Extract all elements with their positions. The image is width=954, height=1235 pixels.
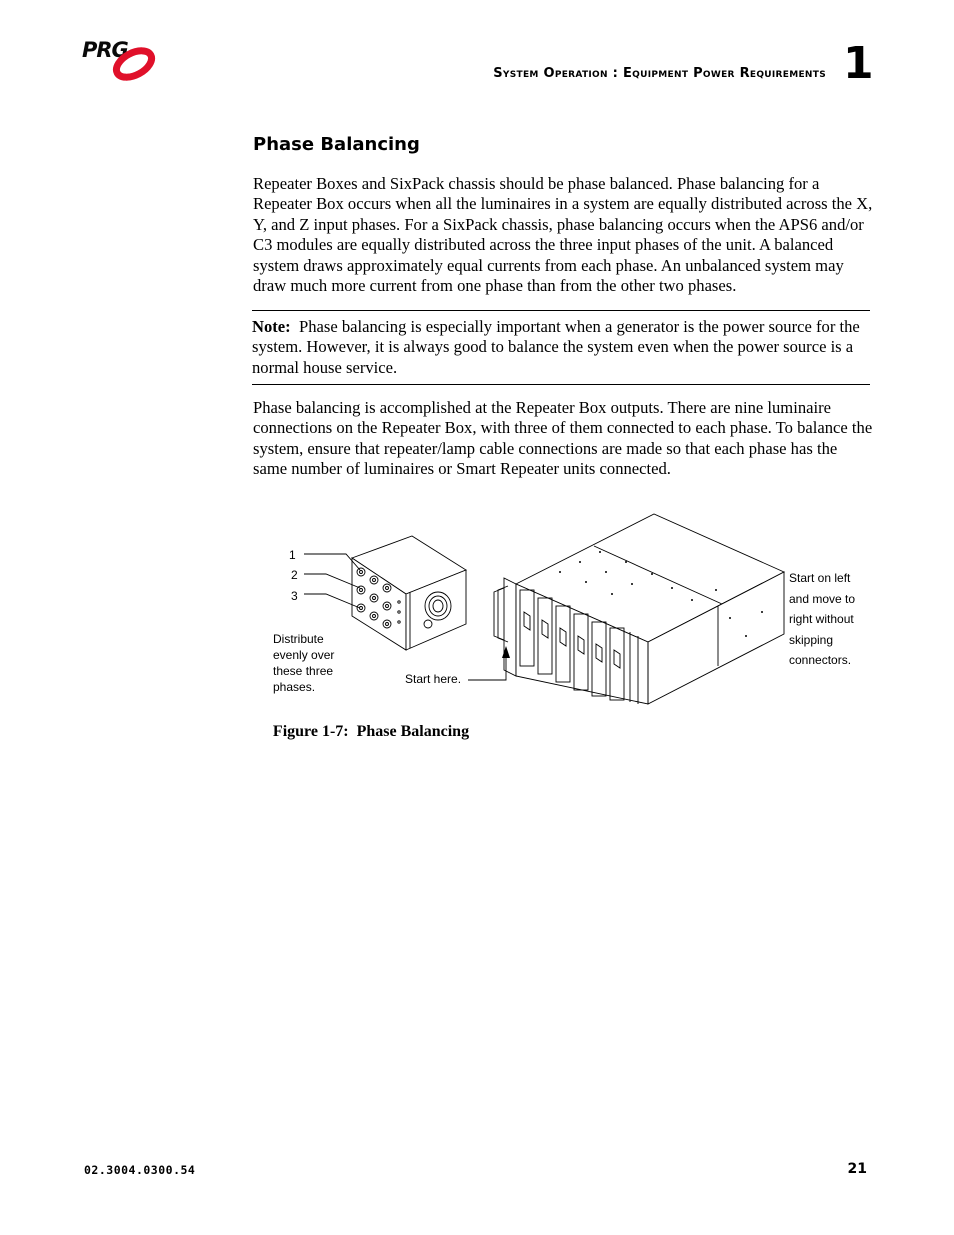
right-line-1: Start on left (789, 571, 851, 585)
page-number: 21 (847, 1161, 867, 1177)
right-line-3: right without (789, 612, 854, 627)
distribute-label (273, 631, 334, 695)
distribute-line-2: evenly over (273, 648, 335, 662)
sixpack-chassis-drawing (494, 514, 784, 704)
phase-balancing-figure (268, 508, 868, 708)
right-line-5: connectors. (789, 653, 852, 668)
callout-2: 2 (291, 568, 298, 582)
distribute-line-4: phases. (273, 680, 316, 694)
paragraph-procedure: Phase balancing is accomplished at the Repeater Box outputs. There are nine luminaire connections on the Repeater Box, with three of them connected to each phase. To balance the system, ensure that repeater/lamp cable connections are made so that each phase has the same number of luminaires or Smart Repeater units connected. (253, 398, 873, 479)
right-line-4: skipping (789, 632, 834, 647)
logo-text: PRG (82, 38, 128, 62)
start-on-left-label (789, 568, 855, 671)
callout-3: 3 (291, 589, 298, 603)
note-label: Note: (252, 317, 291, 336)
note-box (252, 310, 870, 385)
equipment-illustration (268, 508, 868, 708)
section-heading: Phase Balancing (253, 134, 420, 155)
running-header-title: System Operation : Equipment Power Requirements (493, 66, 826, 81)
logo-swoosh-icon (112, 46, 158, 82)
prg-logo (82, 38, 160, 84)
repeater-box-drawing (352, 536, 466, 650)
figure-caption (0, 723, 954, 741)
distribute-line-1: Distribute (273, 632, 324, 646)
start-here-label: Start here. (405, 672, 462, 686)
distribute-line-3: these three (273, 664, 334, 678)
arrow-head-icon (502, 646, 510, 658)
note-paragraph (252, 317, 870, 378)
note-text: Phase balancing is especially important when a generator is the power source for the system. However, it is always good to balance the system even when the power source is a normal house service. (252, 317, 860, 377)
paragraph-intro: Repeater Boxes and SixPack chassis should be phase balanced. Phase balancing for a Repeater Box occurs when all the luminaires in a system are equally distributed across the X, Y, and Z input phases. For a SixPack chassis, phase balancing occurs when the APS6 and/or C3 modules are equally distributed across the three input phases of the unit. A balanced system draws approximately equal currents from each phase. An unbalanced system may draw much more current from one phase than from the other two phases. (253, 174, 873, 296)
callout-1: 1 (289, 548, 296, 562)
right-line-2: and move to (789, 591, 856, 606)
document-number: 02.3004.0300.54 (84, 1163, 196, 1177)
figure-caption-text: Figure 1-7: Phase Balancing (272, 723, 470, 740)
chapter-number: 1 (843, 38, 874, 89)
